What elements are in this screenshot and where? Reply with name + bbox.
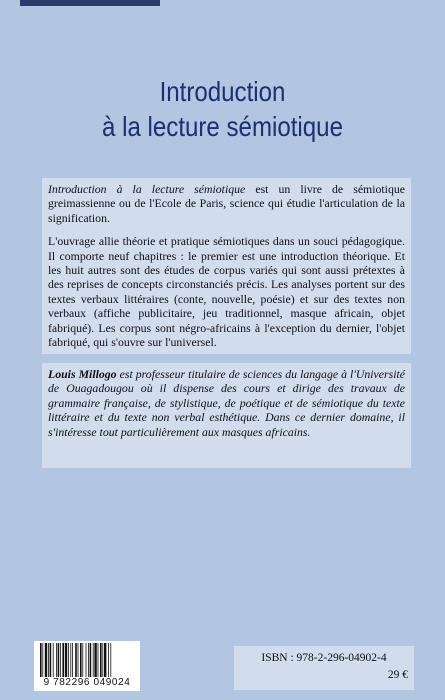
summary-book-title: Introduction à la lecture sémiotique — [48, 182, 246, 196]
summary-paragraph-2: L'ouvrage allie théorie et pratique sémiotiques dans un souci pédagogique. Il comporte neuf chapitres : le premier est une introduction théorique. Et les huit autres sont des études de corpus variés qui sont aussi prétextes à des reprises de concepts circonstanciés précis. Les analyses portent sur des textes verbaux littéraires (conte, nouvelle, poésie) et sur des textes non verbaux (affiche publicitaire, jeu traditionnel, masque africain, objet fabriqué). Les corpus sont négro-africains à l'exception du dernier, l'objet fabriqué, qui s'ouvre sur l'universel. — [48, 234, 405, 350]
summary-paragraph-1-text: est un livre de sémiotique greimassienne ou de l'Ecole de Paris, science qui étudie l'articulation de la signification. — [48, 182, 405, 225]
isbn-number: ISBN : 978-2-296-04902-4 — [261, 652, 387, 664]
isbn-panel — [234, 646, 414, 690]
top-decorative-bar — [20, 0, 160, 6]
barcode-digits: 9 782296 049024 — [43, 677, 131, 688]
book-title-line-1: Introduction — [159, 76, 286, 107]
author-bio-text: est professeur titulaire de sciences du langage à l'Université de Ouagadougou où il dispense des cours et dirige des travaux de grammaire française, de stylistique, de poétique et de sémiotique du texte littéraire et du texte non verbal esthétique. Dans ce dernier domaine, il s'intéresse tout particulièrement aux masques africains. — [48, 367, 405, 439]
author-name: Louis Millogo — [48, 367, 117, 381]
summary-panel — [42, 178, 411, 354]
author-bio — [48, 367, 405, 439]
barcode-panel — [34, 641, 140, 691]
author-panel — [42, 363, 411, 468]
book-title-line-2: à la lecture sémiotique — [102, 111, 343, 142]
summary-paragraph-1 — [48, 182, 405, 225]
book-title — [31, 74, 414, 144]
barcode-image — [38, 643, 136, 677]
price-label: 29 € — [387, 669, 408, 681]
